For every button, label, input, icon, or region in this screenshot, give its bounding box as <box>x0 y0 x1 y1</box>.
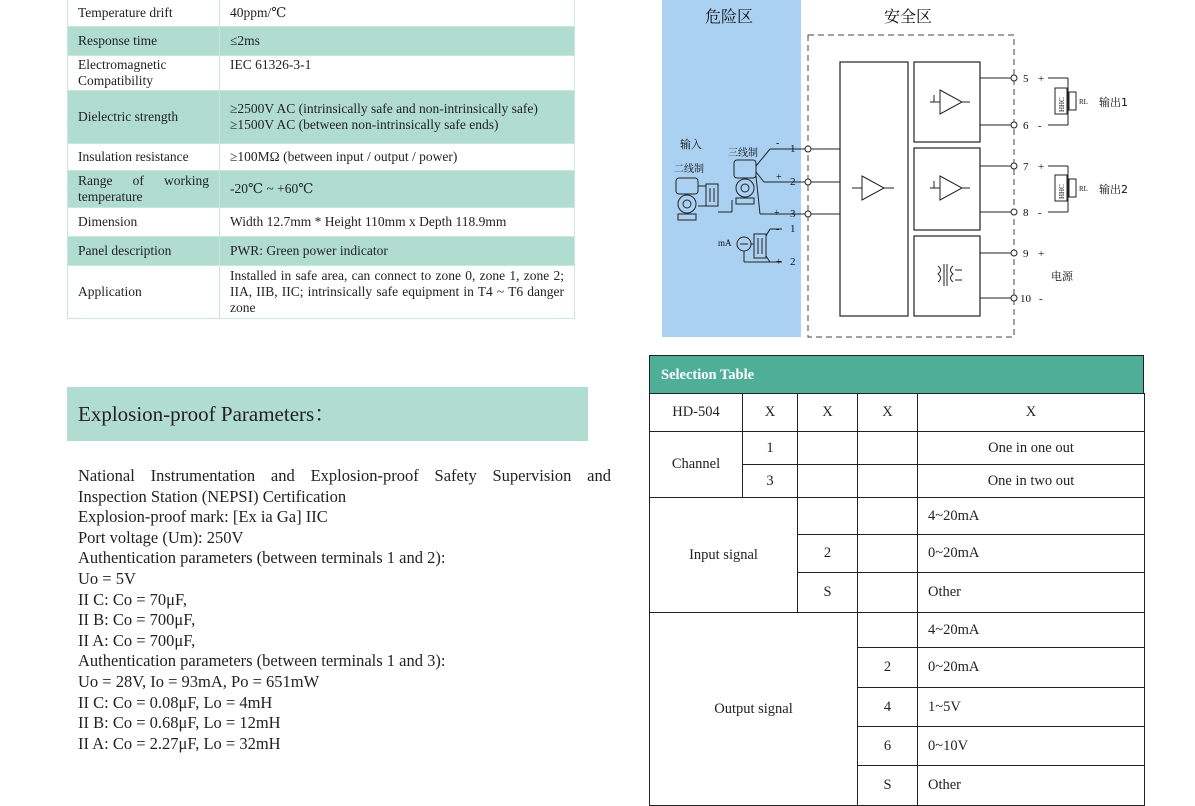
terminal-9: 9 <box>1023 248 1029 260</box>
input-row <box>650 498 1145 535</box>
channel-code: 1 <box>743 432 798 465</box>
output-desc: 1~5V <box>918 688 1145 727</box>
isolator-module <box>840 62 908 316</box>
three-wire-label: 三线制 <box>728 148 758 159</box>
spec-value: ≤2ms <box>220 27 575 56</box>
output1-module <box>914 62 980 142</box>
output1-label: 输出1 <box>1099 96 1128 109</box>
explosion-heading: Explosion-proof Parameters： <box>67 387 588 441</box>
terminal-10: 10 <box>1020 293 1031 305</box>
explosion-line: II A: Co = 700μF, <box>78 630 196 650</box>
explosion-line: Port voltage (Um): 250V <box>78 527 244 547</box>
spec-row <box>68 91 575 144</box>
terminal-8-sign: - <box>1038 207 1042 219</box>
output-desc: 0~20mA <box>918 648 1145 688</box>
input-code: 2 <box>798 535 858 573</box>
rl-label-1: RL <box>1079 98 1088 106</box>
explosion-line: Authentication parameters (between terminals 1 and 2): <box>78 548 446 568</box>
hazard-zone-title: 危险区 <box>705 7 754 26</box>
output2-module <box>914 148 980 230</box>
spec-label: Panel description <box>68 237 220 266</box>
spec-table <box>67 0 575 319</box>
terminal-8: 8 <box>1023 207 1029 219</box>
code-placeholder: X <box>918 394 1145 432</box>
spec-value: -20℃ ~ +60℃ <box>220 171 575 208</box>
terminal-5-sign: + <box>1038 73 1045 85</box>
spec-row <box>68 208 575 237</box>
spec-row <box>68 171 575 208</box>
terminal-6: 6 <box>1023 120 1029 132</box>
spec-value: IEC 61326-3-1 <box>220 56 575 91</box>
spec-row <box>68 0 575 27</box>
terminal-3: 3 <box>790 208 796 220</box>
spec-label: Application <box>68 266 220 319</box>
explosion-line: II A: Co = 2.27μF, Lo = 32mH <box>78 733 281 753</box>
two-wire-label: 二线制 <box>674 164 704 175</box>
selection-table <box>649 355 1144 806</box>
safe-zone-border <box>808 35 1014 337</box>
selection-grid <box>649 393 1145 806</box>
spec-value-line: ≥2500V AC (intrinsically safe and non-intrinsically safe) <box>230 101 538 116</box>
transformer-icon <box>938 264 962 286</box>
output2-label: 输出2 <box>1099 183 1128 196</box>
hhc-label-1: HHC <box>1058 97 1066 112</box>
input-desc: 4~20mA <box>918 498 1145 535</box>
explosion-line: Explosion-proof mark: [Ex ia Ga] IIC <box>78 507 328 527</box>
explosion-line: II C: Co = 0.08μF, Lo = 4mH <box>78 692 273 712</box>
code-placeholder: X <box>858 394 918 432</box>
output-desc: 0~10V <box>918 727 1145 766</box>
output-desc: Other <box>918 766 1145 806</box>
output-code: 6 <box>858 727 918 766</box>
spec-label: Temperature drift <box>68 0 220 27</box>
input-label: 输入 <box>680 138 702 151</box>
explosion-line: National Instrumentation and Explosion-proof Safety Supervision and <box>78 466 611 485</box>
code-placeholder: X <box>743 394 798 432</box>
channel-label: Channel <box>650 432 743 498</box>
input-desc: Other <box>918 573 1145 613</box>
input-code <box>798 498 858 535</box>
output-row <box>650 613 1145 648</box>
spec-row <box>68 27 575 56</box>
hhc-label-2: HHC <box>1058 184 1066 199</box>
model-code: HD-504 <box>650 394 743 432</box>
wiring-diagram <box>662 0 1172 345</box>
spec-value-line: ≥1500V AC (between non-intrinsically safe ends) <box>230 117 499 132</box>
channel-row <box>650 432 1145 465</box>
spec-label: Insulation resistance <box>68 144 220 171</box>
spec-value <box>220 91 575 144</box>
spec-label: Electromagnetic Compatibility <box>68 56 220 91</box>
explosion-line: Uo = 28V, Io = 93mA, Po = 651mW <box>78 671 320 691</box>
channel-desc: One in one out <box>918 432 1145 465</box>
terminal-5: 5 <box>1023 73 1029 85</box>
output-code: 4 <box>858 688 918 727</box>
spec-label: Dimension <box>68 208 220 237</box>
output-desc: 4~20mA <box>918 613 1145 648</box>
output-signal-label: Output signal <box>650 613 858 806</box>
explosion-line: Inspection Station (NEPSI) Certification <box>78 486 347 506</box>
ma-label: mA <box>718 238 732 248</box>
safe-zone-title: 安全区 <box>884 7 933 26</box>
explosion-line: Uo = 5V <box>78 568 136 588</box>
terminal-7: 7 <box>1023 161 1029 173</box>
code-placeholder: X <box>798 394 858 432</box>
terminal-1: 1 <box>790 143 796 155</box>
terminal-7-sign: + <box>1038 161 1045 173</box>
spec-row <box>68 56 575 91</box>
explosion-line: II C: Co = 70μF, <box>78 589 187 609</box>
explosion-line: II B: Co = 0.68μF, Lo = 12mH <box>78 713 281 733</box>
spec-value: PWR: Green power indicator <box>220 237 575 266</box>
amplifier-icon <box>930 90 970 114</box>
terminal-3-sign: + <box>774 208 780 219</box>
terminal-10-sign: - <box>1039 293 1043 305</box>
output-code: S <box>858 766 918 806</box>
terminal-a1-sign: - <box>776 224 780 235</box>
spec-label: Dielectric strength <box>68 91 220 144</box>
spec-row <box>68 237 575 266</box>
terminal-a2-sign: + <box>776 257 782 268</box>
output-code <box>858 613 918 648</box>
input-code: S <box>798 573 858 613</box>
input-signal-label: Input signal <box>650 498 798 613</box>
selection-table-title: Selection Table <box>649 355 1144 393</box>
explosion-body <box>78 466 611 754</box>
spec-value: Installed in safe area, can connect to zone 0, zone 1, zone 2; IIA, IIB, IIC; intrinsically safe equipment in T4 ~ T6 danger zone <box>220 266 575 319</box>
spec-row <box>68 266 575 319</box>
spec-value: 40ppm/℃ <box>220 0 575 27</box>
amplifier-icon <box>930 176 970 200</box>
input-desc: 0~20mA <box>918 535 1145 573</box>
terminal-9-sign: + <box>1038 248 1045 260</box>
model-row <box>650 394 1145 432</box>
channel-code: 3 <box>743 465 798 498</box>
channel-desc: One in two out <box>918 465 1145 498</box>
terminal-a1: 1 <box>790 223 796 235</box>
spec-value: Width 12.7mm * Height 110mm x Depth 118.9mm <box>220 208 575 237</box>
explosion-line: II B: Co = 700μF, <box>78 610 196 630</box>
spec-label: Response time <box>68 27 220 56</box>
spec-value: ≥100MΩ (between input / output / power) <box>220 144 575 171</box>
terminal-1-sign: - <box>776 138 780 149</box>
power-label: 电源 <box>1051 270 1073 283</box>
spec-label: Range of working temperature <box>68 171 220 208</box>
terminal-2-sign: + <box>776 172 782 183</box>
explosion-line: Authentication parameters (between terminals 1 and 3): <box>78 651 446 671</box>
rl-label-2: RL <box>1079 185 1088 193</box>
terminal-6-sign: - <box>1038 120 1042 132</box>
terminal-2: 2 <box>790 176 796 188</box>
amplifier-icon <box>852 176 894 200</box>
terminal-a2: 2 <box>790 256 796 268</box>
spec-row <box>68 144 575 171</box>
output-code: 2 <box>858 648 918 688</box>
